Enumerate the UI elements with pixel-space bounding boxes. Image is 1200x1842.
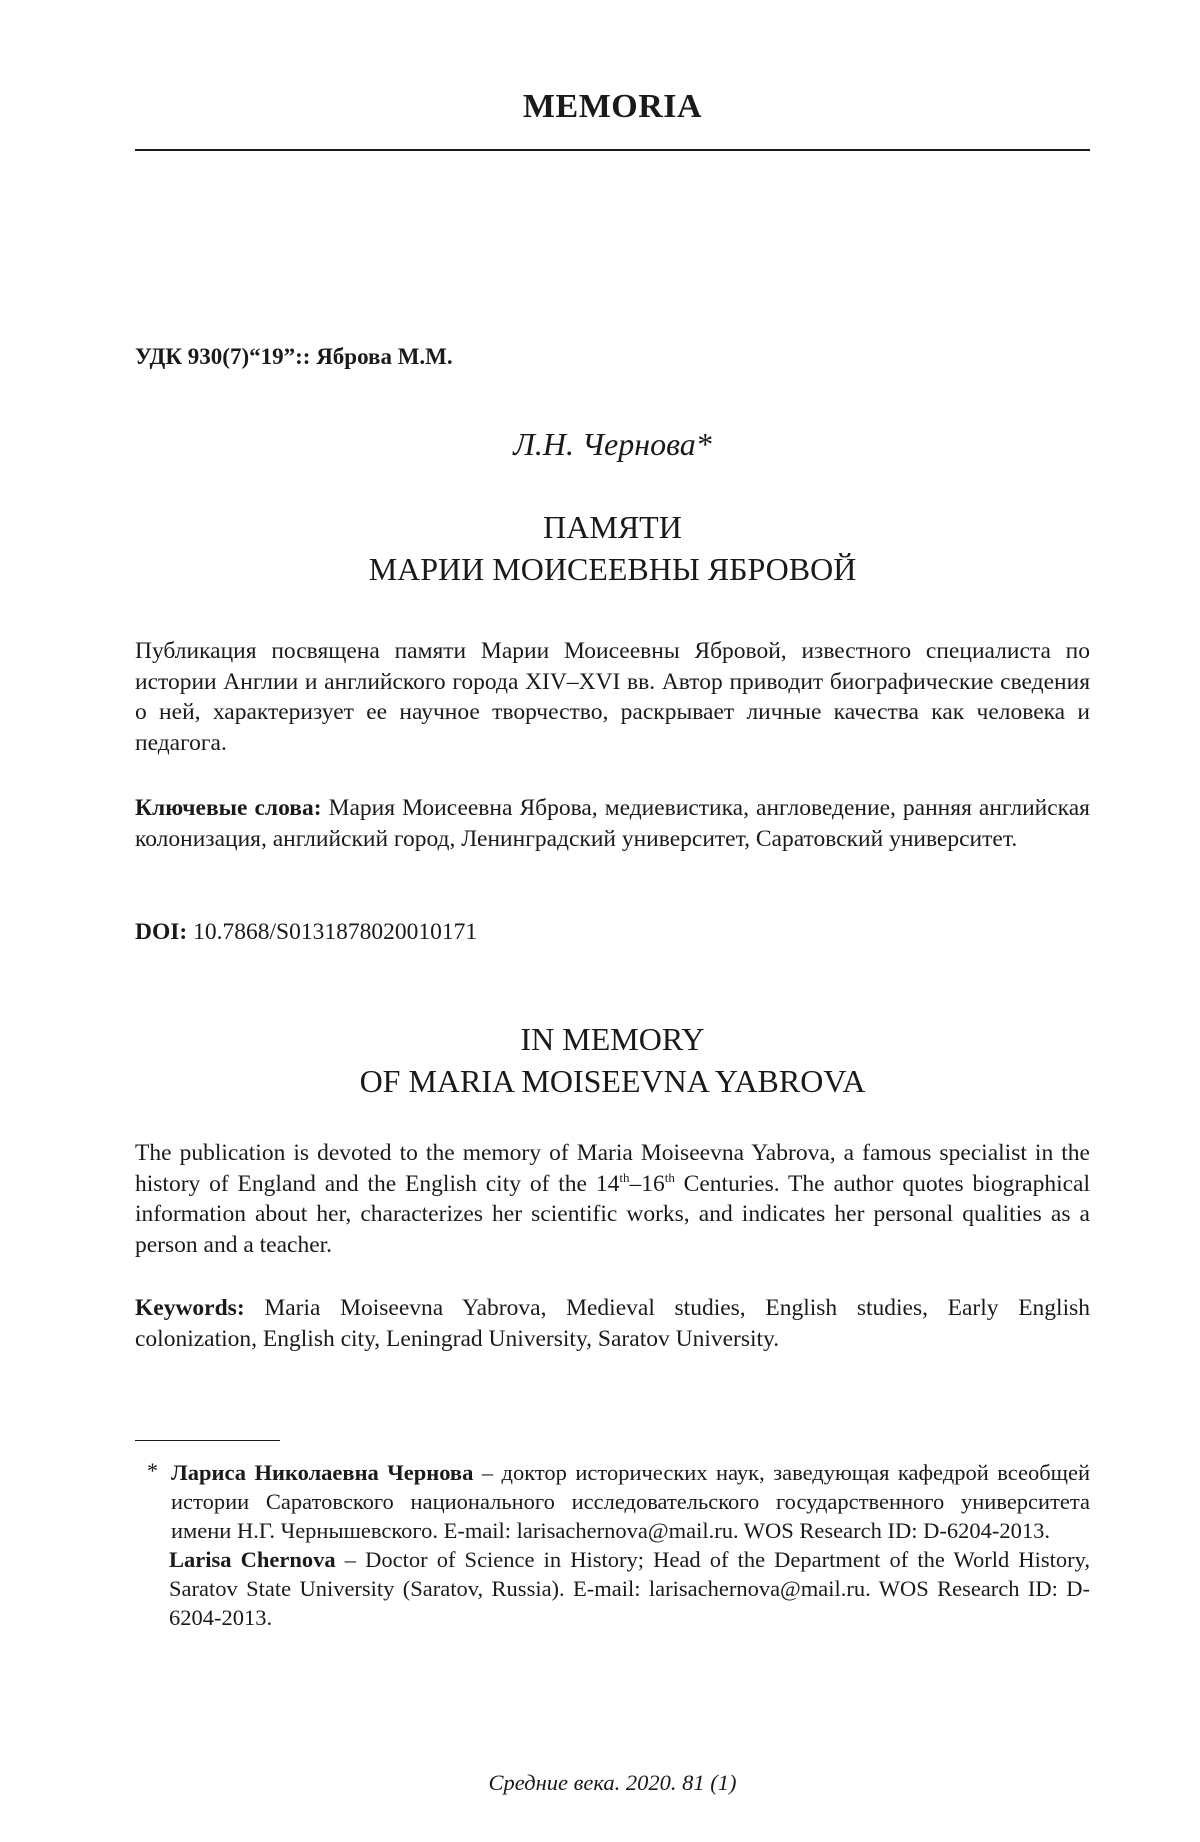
keywords-en <box>135 1293 1090 1354</box>
footnote-name-en: Larisa Chernova <box>169 1547 336 1572</box>
footnote-text-ru: – доктор исторических наук, заведующая кафедрой всеобщей истории Саратовского национального исследовательского государственного университета имени Н.Г. Чернышевского. E-mail: larisachernova@mail.ru. WOS Research ID: D-6204-2013. <box>171 1460 1090 1543</box>
keywords-en-text: Maria Moiseevna Yabrova, Medieval studies, English studies, Early English colonization, English city, Leningrad University, Saratov University. <box>135 1295 1090 1352</box>
doi <box>135 919 477 946</box>
keywords-ru <box>135 793 1090 854</box>
title-en-line-1: IN MEMORY <box>135 1018 1090 1060</box>
keywords-en-label: Keywords: <box>135 1295 245 1321</box>
title-ru-line-2: МАРИИ МОИСЕЕВНЫ ЯБРОВОЙ <box>135 548 1090 590</box>
article-title-ru <box>135 506 1090 590</box>
journal-section-header: MEMORIA <box>135 88 1090 126</box>
abstract-ru <box>135 636 1090 758</box>
keywords-ru-text: Мария Моисеевна Яброва, медиевистика, англоведение, ранняя английская колонизация, английский город, Ленинградский университет, Саратовский университет. <box>135 795 1090 852</box>
title-ru-line-1: ПАМЯТИ <box>135 506 1090 548</box>
abstract-en-text: The publication is devoted to the memory of Maria Moiseevna Yabrova, a famous specialist in the history of England and the English city of the 14th–16th Centuries. The author quotes biographical information about her, characterizes her scientific works, and indicates her personal qualities as a person and a teacher. <box>135 1138 1090 1260</box>
footnote-en <box>135 1545 1090 1632</box>
article-author: Л.Н. Чернова* <box>135 426 1090 463</box>
keywords-ru-label: Ключевые слова: <box>135 795 322 821</box>
journal-footer: Средние века. 2020. 81 (1) <box>135 1770 1090 1796</box>
footnote-marker: * <box>147 1456 158 1485</box>
author-footnote <box>135 1458 1090 1632</box>
abstract-en <box>135 1138 1090 1260</box>
doi-label: DOI: <box>135 919 187 945</box>
title-en-line-2: OF MARIA MOISEEVNA YABROVA <box>135 1060 1090 1102</box>
footnote-name-ru: Лариса Николаевна Чернова <box>171 1460 473 1485</box>
abstract-ru-text: Публикация посвящена памяти Марии Моисеевны Ябровой, известного специалиста по истории Англии и английского города XIV–XVI вв. Автор приводит биографические сведения о ней, характеризует ее научное творчество, раскрывает личные качества как человека и педагога. <box>135 636 1090 758</box>
footnote-divider <box>135 1440 280 1441</box>
header-divider <box>135 149 1090 151</box>
footnote-text-en: – Doctor of Science in History; Head of the Department of the World History, Saratov State University (Saratov, Russia). E-mail: larisachernova@mail.ru. WOS Research ID: D-6204-2013. <box>169 1547 1090 1630</box>
udk-classification: УДК 930(7)“19”:: Яброва М.М. <box>135 344 453 370</box>
doi-value: 10.7868/S0131878020010171 <box>193 919 477 945</box>
footnote-ru <box>135 1458 1090 1545</box>
article-title-en <box>135 1018 1090 1102</box>
